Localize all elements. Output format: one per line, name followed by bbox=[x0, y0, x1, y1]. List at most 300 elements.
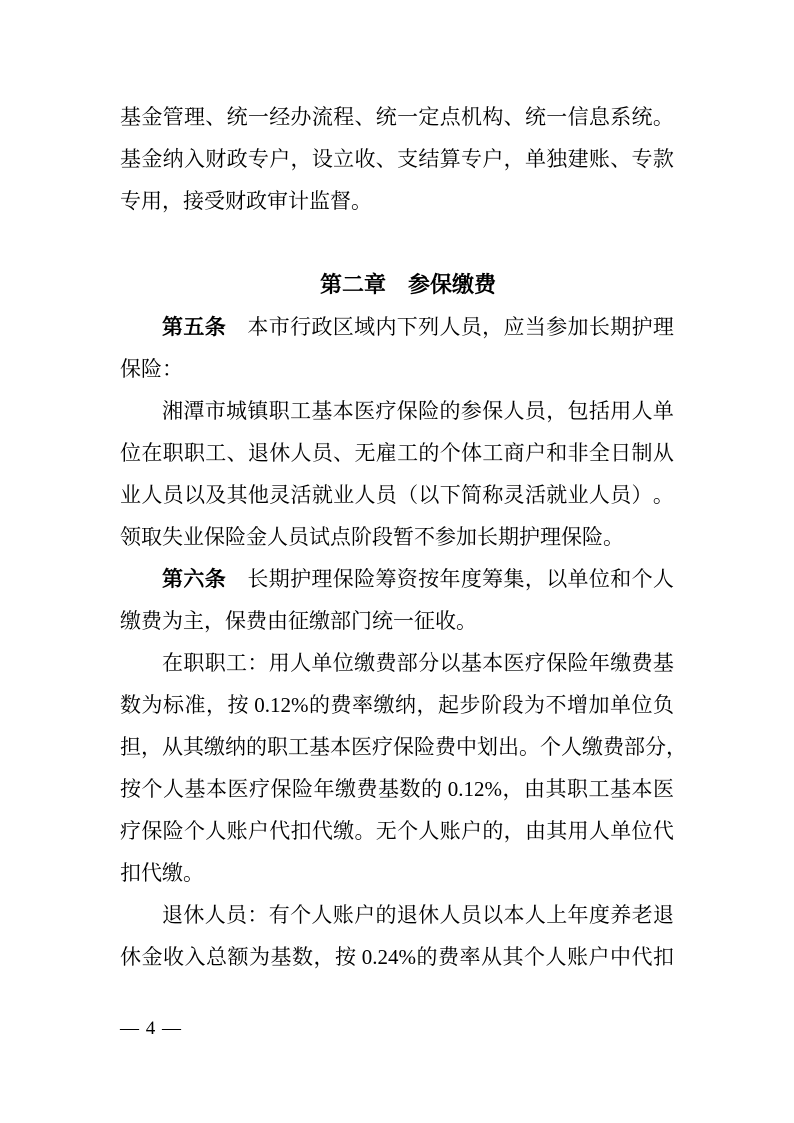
text-token: 职 bbox=[183, 441, 205, 465]
text-token: 款 bbox=[652, 147, 674, 171]
text-token: 基 bbox=[270, 945, 292, 969]
text-token: 个 bbox=[439, 441, 461, 465]
text-token: 缴 bbox=[610, 651, 632, 675]
text-token: 潭 bbox=[183, 399, 205, 423]
text-token: 保 bbox=[270, 777, 292, 801]
text-token: （ bbox=[397, 483, 419, 507]
text-token: 当 bbox=[524, 315, 546, 339]
text-token: ， bbox=[503, 819, 525, 843]
text-token: 医 bbox=[351, 735, 372, 759]
chapter-heading: 第二章 参保缴费 bbox=[319, 272, 496, 297]
text-token: 有 bbox=[268, 903, 290, 927]
text-token: 个 bbox=[290, 903, 312, 927]
text-token: 护 bbox=[290, 567, 312, 591]
text-token: 加 bbox=[567, 315, 589, 339]
text-token: 度 bbox=[588, 903, 610, 927]
text-token: 扣 bbox=[290, 819, 312, 843]
text-token: 账 bbox=[588, 147, 610, 171]
text-token: 活 bbox=[524, 483, 546, 507]
text-token: 入 bbox=[184, 945, 206, 969]
text-token: 期 bbox=[610, 315, 632, 339]
text-token: 人 bbox=[545, 945, 567, 969]
text-token: 户 bbox=[588, 945, 610, 969]
text-token bbox=[226, 558, 247, 600]
text-token: 费 bbox=[438, 945, 459, 969]
text-token: 人 bbox=[354, 483, 376, 507]
text-token: ， bbox=[524, 567, 546, 591]
text-token: 人 bbox=[652, 567, 674, 591]
document-line bbox=[120, 768, 674, 810]
text-token: 职 bbox=[204, 651, 226, 675]
text-token: 基 bbox=[460, 651, 482, 675]
text-token: 医 bbox=[503, 651, 525, 675]
document-line bbox=[120, 96, 674, 138]
text-token: 疗 bbox=[375, 399, 397, 423]
text-token: 个 bbox=[631, 567, 653, 591]
text-token: 疗 bbox=[372, 735, 393, 759]
text-token: 休 bbox=[269, 441, 291, 465]
text-token: 金 bbox=[141, 105, 163, 129]
text-token: 称 bbox=[482, 483, 504, 507]
document-line bbox=[120, 432, 674, 474]
text-token: 机 bbox=[461, 105, 482, 129]
text-token: 人 bbox=[163, 777, 184, 801]
text-token: 集 bbox=[503, 567, 525, 591]
text-token: 由 bbox=[524, 819, 546, 843]
text-token: 疗 bbox=[249, 777, 270, 801]
text-token: 位 bbox=[631, 693, 653, 717]
text-token: 单 bbox=[610, 693, 631, 717]
text-token: 理 bbox=[311, 567, 333, 591]
text-token: 一 bbox=[546, 105, 568, 129]
article-number: 六 bbox=[183, 567, 205, 591]
text-token: 人 bbox=[418, 819, 440, 843]
text-token: 员 bbox=[460, 903, 482, 927]
text-token: ， bbox=[502, 777, 524, 801]
text-token: 险 bbox=[292, 777, 313, 801]
text-token: 位 bbox=[588, 567, 610, 591]
text-token: 一 bbox=[247, 105, 269, 129]
text-token: 经 bbox=[269, 105, 291, 129]
text-token: 0.12% bbox=[249, 693, 309, 717]
text-token: 。 bbox=[652, 483, 674, 507]
text-token: 人 bbox=[439, 903, 461, 927]
text-token: 数 bbox=[399, 777, 421, 801]
text-token: 构 bbox=[482, 105, 504, 129]
text-token: 户 bbox=[524, 441, 546, 465]
text-token: 收 bbox=[163, 945, 184, 969]
text-token: 账 bbox=[439, 819, 461, 843]
text-token: 个 bbox=[183, 819, 205, 843]
text-token: 起 bbox=[438, 693, 459, 717]
text-token: 、 bbox=[503, 105, 525, 129]
text-token: 户 bbox=[354, 903, 376, 927]
text-token: 出 bbox=[498, 735, 519, 759]
text-token: 由 bbox=[524, 777, 545, 801]
text-token: 人 bbox=[524, 903, 546, 927]
text-token: 管 bbox=[162, 105, 184, 129]
text-token: 中 bbox=[610, 945, 631, 969]
text-token: 位 bbox=[332, 651, 354, 675]
text-token: 率 bbox=[352, 693, 373, 717]
text-token: 总 bbox=[206, 945, 227, 969]
text-token: 体 bbox=[461, 441, 482, 465]
text-token: 纳 bbox=[225, 735, 246, 759]
text-token: 本 bbox=[503, 903, 525, 927]
text-token: 其 bbox=[183, 735, 204, 759]
text-token: 险 bbox=[162, 819, 184, 843]
text-token: 人 bbox=[205, 819, 227, 843]
text-token: 位 bbox=[120, 441, 141, 465]
text-token: 在 bbox=[162, 651, 183, 675]
text-token: 费 bbox=[631, 651, 653, 675]
text-token: 护 bbox=[631, 315, 653, 339]
text-token: 医 bbox=[354, 399, 376, 423]
text-token: 其 bbox=[545, 777, 567, 801]
text-token: 为 bbox=[249, 945, 270, 969]
text-token: 基 bbox=[120, 105, 141, 129]
text-token: ） bbox=[631, 483, 653, 507]
text-token: 员 bbox=[226, 903, 248, 927]
text-token: 用 bbox=[610, 399, 632, 423]
text-token: 从 bbox=[162, 735, 183, 759]
text-token: 本 bbox=[206, 777, 227, 801]
text-token: 缴 bbox=[335, 777, 356, 801]
text-token: 0.12% bbox=[442, 777, 502, 801]
text-token: 人 bbox=[311, 903, 333, 927]
text-token: 其 bbox=[546, 819, 568, 843]
text-token: 险 bbox=[354, 567, 376, 591]
text-token: 本 bbox=[330, 735, 351, 759]
text-token: 信 bbox=[567, 105, 589, 129]
text-token: 本 bbox=[332, 399, 354, 423]
text-token: 统 bbox=[524, 105, 546, 129]
text-token: 以 bbox=[439, 651, 461, 675]
document-line bbox=[120, 390, 674, 432]
text-token: ： bbox=[247, 651, 269, 675]
text-token: 按 bbox=[120, 777, 141, 801]
text-token: 单 bbox=[567, 567, 589, 591]
text-token: 职 bbox=[162, 441, 184, 465]
text-token: 疗 bbox=[524, 651, 546, 675]
document-line: 缴费为主，保费由征缴部门统一征收。 bbox=[120, 609, 477, 633]
text-token: 定 bbox=[418, 105, 440, 129]
text-token: 加 bbox=[588, 693, 610, 717]
text-token: 缴 bbox=[582, 735, 603, 759]
text-token: 保 bbox=[546, 651, 568, 675]
text-token bbox=[226, 306, 247, 348]
text-token: 职 bbox=[183, 651, 205, 675]
text-token: 工 bbox=[226, 651, 248, 675]
page-number: — 4 — bbox=[120, 1018, 182, 1039]
text-token: 工 bbox=[288, 735, 309, 759]
document-line bbox=[120, 684, 674, 726]
text-token: 、 bbox=[610, 147, 632, 171]
article-line bbox=[120, 306, 674, 348]
text-token: 简 bbox=[461, 483, 482, 507]
text-token: 基 bbox=[378, 777, 399, 801]
text-token: 、 bbox=[354, 105, 376, 129]
text-token: 点 bbox=[439, 105, 461, 129]
text-token: 代 bbox=[652, 819, 674, 843]
text-token: 疗 bbox=[120, 819, 141, 843]
text-token: 年 bbox=[588, 651, 610, 675]
text-token: ， bbox=[503, 147, 525, 171]
text-token: 险 bbox=[567, 651, 589, 675]
text-token: 账 bbox=[226, 819, 248, 843]
text-token: 险 bbox=[418, 399, 440, 423]
text-token: 雇 bbox=[375, 441, 397, 465]
text-token: 日 bbox=[610, 441, 632, 465]
text-token: 保 bbox=[482, 399, 504, 423]
text-token: 个 bbox=[540, 735, 561, 759]
text-token: 人 bbox=[290, 651, 312, 675]
text-token: 基 bbox=[184, 777, 206, 801]
text-token: 湘 bbox=[162, 399, 183, 423]
text-token: 基 bbox=[309, 735, 330, 759]
text-token: 度 bbox=[460, 567, 482, 591]
text-token: 单 bbox=[652, 399, 674, 423]
text-token: 用 bbox=[268, 651, 290, 675]
text-token: 设 bbox=[311, 147, 333, 171]
text-token: 险 bbox=[414, 735, 435, 759]
text-token: 统 bbox=[631, 105, 653, 129]
text-token: 费 bbox=[375, 651, 397, 675]
text-token: 上 bbox=[546, 903, 568, 927]
text-token: 筹 bbox=[375, 567, 397, 591]
text-token: 从 bbox=[481, 945, 502, 969]
text-token: 分 bbox=[418, 651, 440, 675]
text-token: 专 bbox=[631, 147, 653, 171]
text-token: 结 bbox=[418, 147, 440, 171]
text-token: 基 bbox=[610, 777, 631, 801]
text-token: 无 bbox=[375, 819, 397, 843]
document-line bbox=[120, 642, 674, 684]
text-token: 收 bbox=[354, 147, 376, 171]
text-token: 代 bbox=[269, 819, 291, 843]
text-token: 数 bbox=[292, 945, 313, 969]
text-token: 在 bbox=[141, 441, 163, 465]
text-token: 区 bbox=[332, 315, 354, 339]
text-token: 内 bbox=[375, 315, 397, 339]
text-token: 员 bbox=[610, 483, 632, 507]
text-token: 业 bbox=[333, 483, 355, 507]
text-token: 人 bbox=[503, 399, 525, 423]
text-token: 休 bbox=[183, 903, 205, 927]
text-token: 职 bbox=[267, 735, 288, 759]
text-token: 、 bbox=[226, 441, 248, 465]
text-token: 代 bbox=[631, 945, 653, 969]
text-token: 员 bbox=[311, 441, 333, 465]
text-token: 、 bbox=[333, 441, 355, 465]
text-token: 从 bbox=[652, 441, 674, 465]
text-token: 按 bbox=[418, 567, 440, 591]
text-token: 退 bbox=[247, 441, 269, 465]
text-token: ， bbox=[666, 735, 687, 759]
text-token: ， bbox=[482, 315, 504, 339]
text-token: 额 bbox=[227, 945, 249, 969]
text-token: 办 bbox=[290, 105, 312, 129]
text-token: 退 bbox=[162, 903, 183, 927]
text-token: 纳 bbox=[395, 693, 416, 717]
text-token: ， bbox=[290, 147, 312, 171]
text-token: 费 bbox=[356, 777, 378, 801]
text-token: 代 bbox=[311, 819, 333, 843]
text-token: 理 bbox=[652, 315, 674, 339]
text-token: 标 bbox=[163, 693, 184, 717]
text-token: 市 bbox=[268, 315, 290, 339]
text-token: 就 bbox=[546, 483, 568, 507]
text-token: 筹 bbox=[482, 567, 504, 591]
text-token: 他 bbox=[247, 483, 269, 507]
text-token: 支 bbox=[397, 147, 419, 171]
text-token: 灵 bbox=[503, 483, 525, 507]
text-token: 单 bbox=[610, 819, 632, 843]
text-token: 阶 bbox=[481, 693, 502, 717]
article-number: 第 bbox=[162, 315, 183, 339]
document-line bbox=[120, 810, 674, 852]
text-token: ， bbox=[546, 399, 568, 423]
document-content bbox=[120, 96, 687, 978]
article-line bbox=[120, 558, 674, 600]
text-token: 保 bbox=[396, 399, 418, 423]
text-token: 。 bbox=[652, 105, 674, 129]
text-token: 本 bbox=[482, 651, 504, 675]
text-token: 行 bbox=[290, 315, 312, 339]
text-token: 保 bbox=[332, 567, 354, 591]
text-token: 金 bbox=[141, 945, 163, 969]
text-token: 参 bbox=[460, 399, 482, 423]
text-token: 非 bbox=[567, 441, 589, 465]
text-token: 统 bbox=[226, 105, 248, 129]
text-token: 独 bbox=[546, 147, 568, 171]
text-token: 财 bbox=[205, 147, 227, 171]
text-token: 人 bbox=[204, 903, 226, 927]
text-token: 部 bbox=[396, 651, 418, 675]
text-token: 一 bbox=[397, 105, 419, 129]
text-token: 年 bbox=[567, 903, 589, 927]
text-token: 职 bbox=[567, 777, 588, 801]
article-number: 条 bbox=[204, 567, 226, 591]
text-token: 工 bbox=[588, 777, 610, 801]
text-token: 员 bbox=[524, 399, 546, 423]
text-token: 费 bbox=[330, 693, 352, 717]
text-token: 工 bbox=[205, 441, 227, 465]
text-token: 域 bbox=[354, 315, 376, 339]
text-token: 缴 bbox=[333, 819, 355, 843]
text-token: 下 bbox=[396, 315, 418, 339]
text-token: 准 bbox=[184, 693, 206, 717]
text-token: 长 bbox=[247, 567, 269, 591]
text-token: 参 bbox=[546, 315, 568, 339]
text-token: ： bbox=[247, 903, 269, 927]
text-token: 增 bbox=[567, 693, 588, 717]
text-token: 无 bbox=[354, 441, 376, 465]
text-token: 。 bbox=[354, 819, 376, 843]
document-line bbox=[120, 138, 674, 180]
text-token: 应 bbox=[503, 315, 525, 339]
text-token: 以 bbox=[183, 483, 205, 507]
text-token: 业 bbox=[567, 483, 589, 507]
text-token: 金 bbox=[141, 147, 163, 171]
document-line bbox=[120, 726, 687, 768]
text-token: 。 bbox=[519, 735, 540, 759]
text-token: 镇 bbox=[247, 399, 269, 423]
text-token: 建 bbox=[567, 147, 589, 171]
text-token: 统 bbox=[375, 105, 397, 129]
text-token: 保 bbox=[393, 735, 414, 759]
text-token: 纳 bbox=[162, 147, 184, 171]
text-token: ， bbox=[313, 945, 335, 969]
text-token: 基 bbox=[311, 399, 333, 423]
text-token: 算 bbox=[439, 147, 461, 171]
text-token: 全 bbox=[588, 441, 610, 465]
text-token: 年 bbox=[439, 567, 461, 591]
text-token: 括 bbox=[588, 399, 610, 423]
text-token: 灵 bbox=[269, 483, 291, 507]
text-token: 本 bbox=[247, 315, 269, 339]
article-number: 五 bbox=[183, 315, 205, 339]
text-token: 分 bbox=[645, 735, 666, 759]
text-token: 为 bbox=[524, 693, 545, 717]
text-token: 息 bbox=[588, 105, 610, 129]
text-token: 以 bbox=[418, 483, 440, 507]
text-token: 的 bbox=[418, 441, 440, 465]
text-token: 、 bbox=[205, 105, 227, 129]
text-token: 本 bbox=[631, 777, 653, 801]
text-token: 以 bbox=[482, 903, 504, 927]
text-token: 城 bbox=[226, 399, 248, 423]
text-token: 理 bbox=[183, 105, 205, 129]
text-token: 费 bbox=[603, 735, 624, 759]
text-token: 用 bbox=[567, 819, 589, 843]
text-token: 休 bbox=[418, 903, 440, 927]
text-token: 专 bbox=[461, 147, 482, 171]
text-token: 户 bbox=[482, 147, 504, 171]
document-line bbox=[120, 936, 674, 978]
text-token: 市 bbox=[204, 399, 226, 423]
document-line bbox=[120, 894, 674, 936]
text-token: 人 bbox=[290, 441, 312, 465]
text-token: 单 bbox=[311, 651, 333, 675]
text-token: 商 bbox=[503, 441, 525, 465]
text-token: 、 bbox=[375, 147, 397, 171]
text-token: 人 bbox=[141, 483, 163, 507]
text-token: 人 bbox=[439, 315, 461, 339]
text-token: 工 bbox=[290, 399, 312, 423]
document-line bbox=[120, 474, 674, 516]
text-token: 休 bbox=[120, 945, 141, 969]
text-token: 退 bbox=[396, 903, 418, 927]
text-token: 个 bbox=[524, 945, 545, 969]
text-token: 人 bbox=[631, 399, 653, 423]
text-token: 人 bbox=[588, 483, 610, 507]
text-token: 按 bbox=[227, 693, 249, 717]
text-token: 缴 bbox=[204, 735, 225, 759]
text-token: 费 bbox=[435, 735, 456, 759]
text-token: 中 bbox=[456, 735, 477, 759]
text-token: 业 bbox=[120, 483, 141, 507]
text-token: 流 bbox=[311, 105, 333, 129]
text-token: 工 bbox=[482, 441, 504, 465]
text-token: 缴 bbox=[354, 651, 376, 675]
text-token: 医 bbox=[653, 777, 674, 801]
document-line: 保险： bbox=[120, 357, 183, 381]
text-token: ， bbox=[416, 693, 438, 717]
text-token: 下 bbox=[439, 483, 461, 507]
text-token: 立 bbox=[333, 147, 355, 171]
text-token: 负 bbox=[653, 693, 674, 717]
